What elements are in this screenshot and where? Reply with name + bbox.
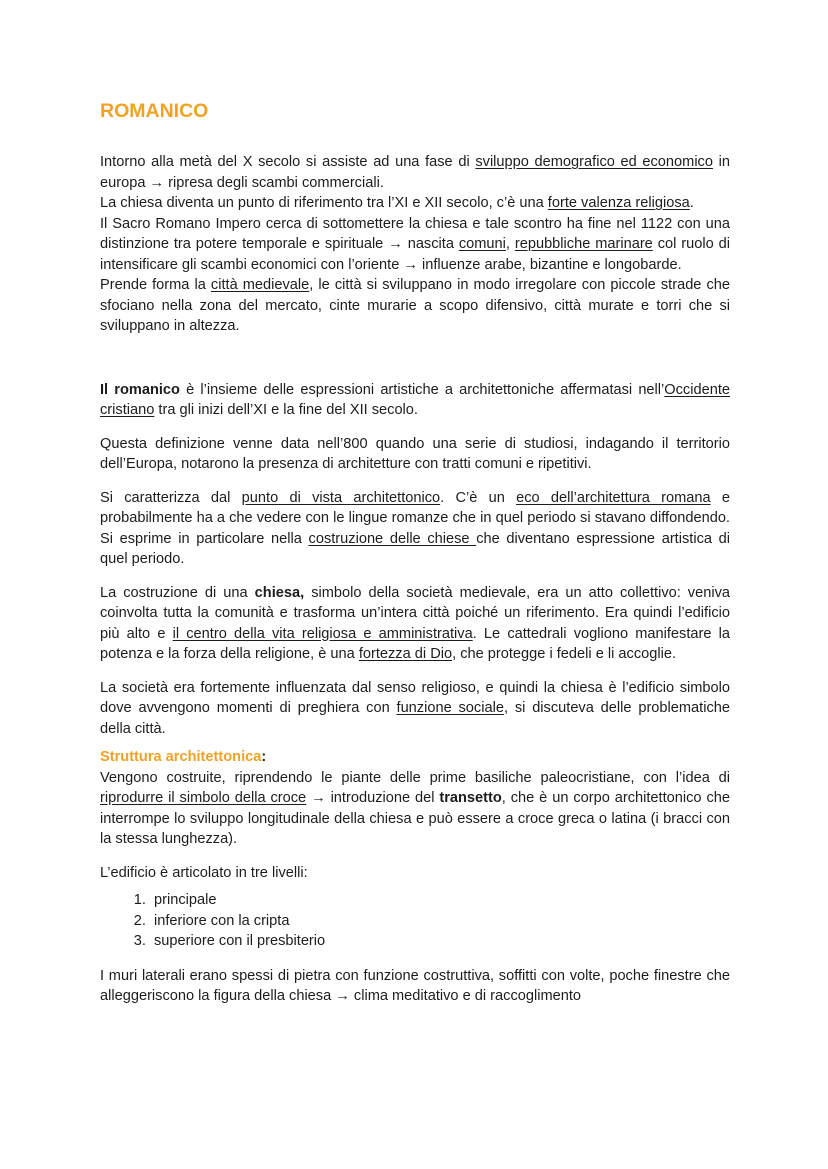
- document-title: ROMANICO: [100, 100, 209, 122]
- structure-paragraph: [100, 747, 730, 850]
- definition-text: tra gli inizi dell’XI e la fine del XII secolo.: [154, 402, 418, 418]
- traits-text: e probabilmente ha a che vedere con le lingue romanze che in quel periodo si stavano diffondendo. Si esprime in particolare nella: [100, 489, 730, 547]
- origin-paragraph: Questa definizione venne data nell’800 quando una serie di studiosi, indagando il territorio dell’Europa, notarono la presenza di architetture con tratti comuni e ripetitivi.: [100, 435, 730, 472]
- levels-intro: L’edificio è articolato in tre livelli:: [100, 864, 308, 881]
- levels-list: [100, 890, 730, 952]
- structure-heading: [100, 749, 266, 765]
- definition-bold: Il romanico: [100, 381, 180, 398]
- society-text: , si discuteva delle problematiche della città.: [100, 700, 730, 737]
- intro-text: ,: [505, 236, 515, 252]
- definition-text: è l’insieme delle espressioni artistiche a architettoniche affermatasi nell’: [179, 381, 665, 398]
- traits-paragraph: [100, 488, 730, 570]
- society-paragraph: [100, 678, 730, 740]
- intro-underline: sviluppo demografico ed economico: [475, 154, 713, 170]
- church-underline: fortezza di Dio: [358, 646, 453, 662]
- traits-text: . C’è un: [440, 489, 517, 506]
- intro-underline: comuni: [458, 236, 506, 252]
- intro-text: La chiesa diventa un punto di riferimento tra l’XI e XII secolo, c’è una: [100, 195, 548, 211]
- church-paragraph: [100, 583, 730, 665]
- walls-paragraph: I muri laterali erano spessi di pietra con funzione costruttiva, soffitti con volte, poche finestre che alleggeriscono la figura della chiesa → clima meditativo e di raccoglimento: [100, 967, 730, 1004]
- society-text: La società era fortemente influenzata dal senso religioso, e quindi la chiesa è l’edificio simbolo dove avvengono momenti di preghiera con: [100, 679, 730, 716]
- traits-text: Si caratterizza dal: [100, 489, 242, 506]
- definition-underline: Occidente cristiano: [100, 381, 730, 418]
- structure-underline: riprodurre il simbolo della croce: [100, 790, 307, 806]
- intro-text: , le città si sviluppano in modo irregolare con piccole strade che sfociano nella zona del mercato, cinte murarie a scopo difensivo, città murate e torri che si sviluppano in altezza.: [100, 277, 731, 334]
- intro-paragraph: [100, 152, 730, 337]
- church-underline: il centro della vita religiosa e amministrativa: [172, 625, 473, 642]
- church-text: simbolo della società medievale, era un atto collettivo: veniva coinvolta tutta la comunità e trasforma un’intera città poiché un riferimento. Era quindi l’edificio più alto e: [100, 584, 730, 642]
- list-item: 3. superiore con il presbiterio: [150, 931, 730, 952]
- intro-text: col ruolo di intensificare gli scambi economici con l’oriente → influenze arabe, bizantine e longobarde.: [100, 236, 730, 273]
- intro-text: in europa → ripresa degli scambi commerciali.: [100, 154, 730, 191]
- church-bold: chiesa,: [254, 584, 305, 601]
- structure-heading-colon: :: [261, 749, 267, 765]
- intro-text: .: [689, 195, 694, 211]
- structure-text: , che è un corpo architettonico che interrompe lo sviluppo longitudinale della chiesa e può essere a croce greca o latina (i bracci con la stessa lunghezza).: [100, 790, 730, 847]
- structure-text: Vengono costruite, riprendendo le piante delle prime basiliche paleocristiane, con l’idea di: [100, 769, 730, 786]
- structure-bold: transetto: [439, 790, 502, 806]
- church-text: . Le cattedrali vogliono manifestare la potenza e la forza della religione, è una: [100, 625, 730, 662]
- traits-underline: costruzione delle chiese: [308, 530, 477, 547]
- traits-underline: eco dell’architettura romana: [516, 489, 711, 506]
- intro-text: Prende forma la: [100, 277, 211, 293]
- structure-text: → introduzione del: [306, 790, 440, 806]
- church-text: , che protegge i fedeli e li accoglie.: [452, 646, 677, 662]
- society-underline: funzione sociale: [396, 700, 504, 716]
- list-item: 1. principale: [150, 890, 730, 911]
- intro-underline: città medievale: [210, 277, 310, 293]
- church-text: La costruzione di una: [100, 584, 255, 601]
- traits-text: che diventano espressione artistica di quel periodo.: [100, 530, 731, 567]
- definition-paragraph: [100, 380, 730, 421]
- traits-underline: punto di vista architettonico: [241, 489, 441, 506]
- list-item: 2. inferiore con la cripta: [150, 911, 730, 932]
- intro-text: Intorno alla metà del X secolo si assiste ad una fase di: [100, 154, 476, 170]
- intro-underline: forte valenza religiosa: [547, 195, 690, 211]
- intro-underline: repubbliche marinare: [514, 236, 653, 252]
- intro-text: Il Sacro Romano Impero cerca di sottomettere la chiesa e tale scontro ha fine nel 1122 con una distinzione tra potere temporale e spirituale → nascita: [100, 215, 730, 252]
- structure-heading-text: Struttura architettonica: [100, 749, 262, 765]
